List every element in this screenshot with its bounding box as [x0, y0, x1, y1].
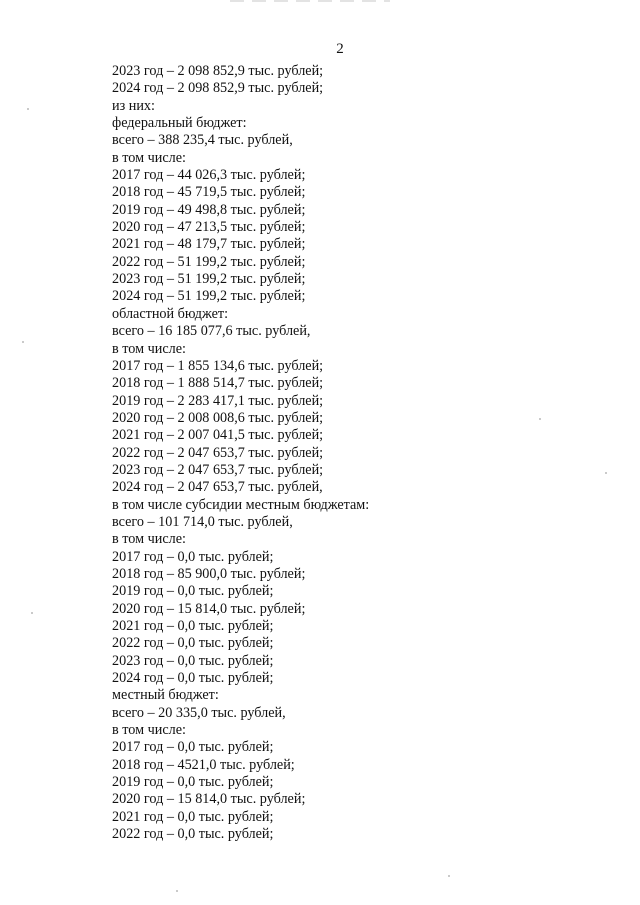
text-line: в том числе:	[112, 722, 186, 739]
text-line: 2022 год – 2 047 653,7 тыс. рублей;	[112, 444, 324, 461]
text-line: 2022 год – 51 199,2 тыс. рублей;	[112, 253, 306, 270]
text-line: 2023 год – 0,0 тыс. рублей;	[112, 652, 274, 669]
text-line: 2019 год – 0,0 тыс. рублей;	[112, 774, 274, 791]
text-line: 2019 год – 2 283 417,1 тыс. рублей;	[112, 392, 324, 409]
text-line: 2019 год – 49 498,8 тыс. рублей;	[112, 201, 306, 218]
text-line: 2020 год – 47 213,5 тыс. рублей;	[112, 219, 306, 236]
scan-speck	[27, 108, 29, 110]
text-line: 2024 год – 2 047 653,7 тыс. рублей,	[112, 479, 323, 496]
text-line: в том числе:	[112, 340, 186, 357]
text-line: из них:	[112, 97, 155, 114]
scan-edge-artifact	[230, 0, 390, 2]
text-line: 2020 год – 15 814,0 тыс. рублей;	[112, 791, 306, 808]
text-line: 2021 год – 0,0 тыс. рублей;	[112, 618, 274, 634]
text-line: 2021 год – 2 007 041,5 тыс. рублей;	[112, 427, 324, 444]
page-number: 2	[336, 41, 344, 57]
section-heading: федеральный бюджет:	[112, 115, 247, 132]
text-line: 2024 год – 0,0 тыс. рублей;	[112, 670, 274, 687]
text-line: 2018 год – 45 719,5 тыс. рублей;	[112, 184, 306, 201]
text-line: 2023 год – 2 098 852,9 тыс. рублей;	[112, 63, 324, 79]
text-line: 2021 год – 48 179,7 тыс. рублей;	[112, 236, 306, 253]
text-line: 2023 год – 2 047 653,7 тыс. рублей;	[112, 461, 324, 478]
scan-speck	[448, 875, 450, 877]
text-line: 2022 год – 0,0 тыс. рублей;	[112, 635, 274, 652]
text-line: в том числе:	[112, 531, 186, 548]
text-line: 2018 год – 85 900,0 тыс. рублей;	[112, 565, 306, 582]
text-line: всего – 20 335,0 тыс. рублей,	[112, 704, 286, 721]
text-line: 2017 год – 44 026,3 тыс. рублей;	[112, 167, 306, 184]
section-heading: в том числе субсидии местным бюджетам:	[112, 496, 370, 513]
section-heading: местный бюджет:	[112, 687, 219, 704]
scan-speck	[605, 472, 607, 474]
text-line: 2017 год – 0,0 тыс. рублей;	[112, 739, 274, 756]
scan-speck	[31, 612, 33, 614]
text-line: всего – 16 185 077,6 тыс. рублей,	[112, 323, 311, 340]
text-line: 2017 год – 0,0 тыс. рублей;	[112, 548, 274, 565]
text-line: 2021 год – 0,0 тыс. рублей;	[112, 808, 274, 825]
text-line: 2024 год – 2 098 852,9 тыс. рублей;	[112, 80, 324, 97]
scan-speck	[22, 341, 24, 343]
section-heading: областной бюджет:	[112, 305, 229, 322]
text-line: 2019 год – 0,0 тыс. рублей;	[112, 583, 274, 600]
scan-speck	[539, 418, 541, 420]
text-line: 2018 год – 4521,0 тыс. рублей;	[112, 756, 295, 773]
text-line: 2020 год – 2 008 008,6 тыс. рублей;	[112, 409, 324, 426]
text-line: всего – 101 714,0 тыс. рублей,	[112, 513, 293, 530]
text-line: 2020 год – 15 814,0 тыс. рублей;	[112, 600, 306, 617]
text-line: 2018 год – 1 888 514,7 тыс. рублей;	[112, 375, 324, 392]
text-line: 2017 год – 1 855 134,6 тыс. рублей;	[112, 357, 324, 374]
text-line: в том числе:	[112, 149, 186, 166]
text-line: всего – 388 235,4 тыс. рублей,	[112, 132, 293, 149]
text-line: 2022 год – 0,0 тыс. рублей;	[112, 826, 274, 843]
text-line: 2023 год – 51 199,2 тыс. рублей;	[112, 271, 306, 288]
scan-speck	[176, 890, 178, 892]
text-line: 2024 год – 51 199,2 тыс. рублей;	[112, 288, 306, 305]
document-body	[112, 63, 612, 843]
